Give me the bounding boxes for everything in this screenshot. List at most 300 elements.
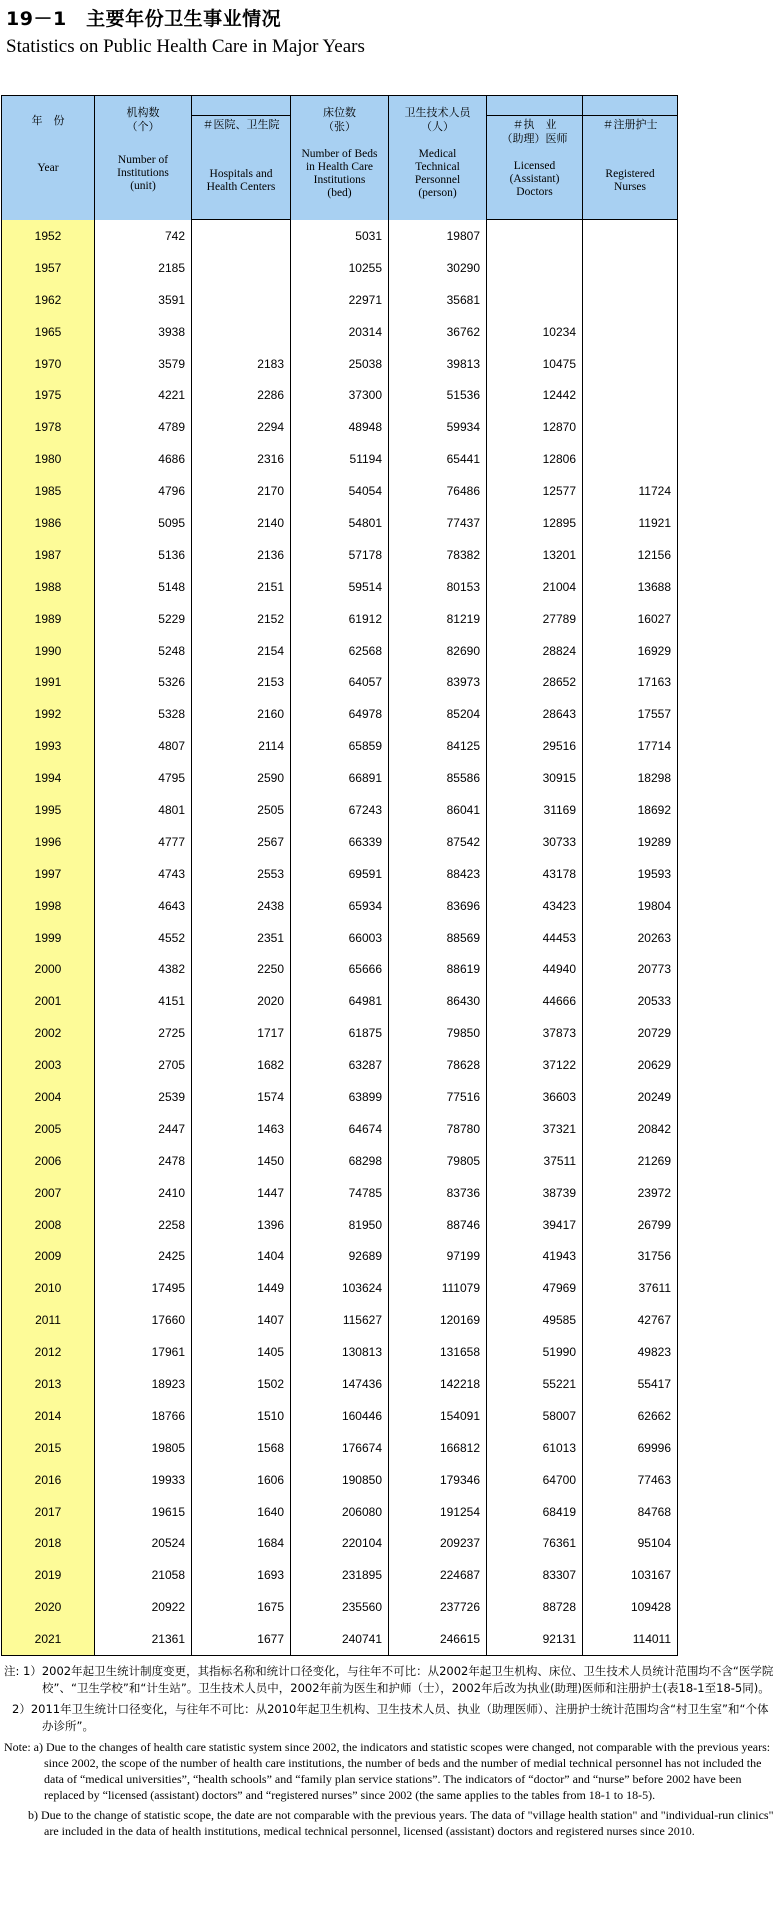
table-row [2,1209,678,1241]
institutions-cell: 2258 [95,1209,192,1241]
beds-cell: 37300 [291,379,389,411]
header-doctors [487,116,583,220]
institutions-cell: 18923 [95,1368,192,1400]
personnel-cell: 166812 [389,1432,487,1464]
year-cell: 1995 [2,794,95,826]
nurses-cell: 18692 [583,794,678,826]
personnel-cell: 76486 [389,475,487,507]
year-cell: 2011 [2,1304,95,1336]
institutions-cell: 4221 [95,379,192,411]
doctors-cell: 28643 [487,698,583,730]
year-cell: 2008 [2,1209,95,1241]
personnel-cell: 78780 [389,1113,487,1145]
table-row [2,1496,678,1528]
nurses-cell: 21269 [583,1145,678,1177]
year-cell: 1962 [2,284,95,316]
year-cell: 2016 [2,1464,95,1496]
hospitals-cell: 1568 [192,1432,291,1464]
institutions-cell: 19805 [95,1432,192,1464]
institutions-cell: 17495 [95,1272,192,1304]
header-personnel-cn: 卫生技术人员 （人） [404,106,471,133]
header-nurses-en: Registered Nurses [605,168,655,193]
nurses-cell: 19593 [583,858,678,890]
personnel-cell: 83973 [389,666,487,698]
table-row [2,794,678,826]
institutions-cell: 4643 [95,890,192,922]
nurses-cell: 20629 [583,1049,678,1081]
table-row [2,953,678,985]
nurses-cell: 42767 [583,1304,678,1336]
year-cell: 1957 [2,252,95,284]
beds-cell: 66003 [291,922,389,954]
institutions-cell: 21058 [95,1559,192,1591]
table-row [2,220,678,252]
table-row [2,1591,678,1623]
nurses-cell: 11724 [583,475,678,507]
doctors-cell: 61013 [487,1432,583,1464]
beds-cell: 231895 [291,1559,389,1591]
year-cell: 2021 [2,1623,95,1655]
doctors-cell: 44666 [487,985,583,1017]
note-en-b: b) Due to the change of statistic scope, the date are not comparable with the previous years. The data of "village health station" and "individual-run clinics" are included in the data of health institutions, medical technical personnel, licensed (assistant) doctors and registered nurses since 2010. [28,1808,774,1838]
table-row [2,922,678,954]
nurses-cell: 84768 [583,1496,678,1528]
hospitals-cell: 1574 [192,1081,291,1113]
doctors-cell: 76361 [487,1528,583,1560]
personnel-cell: 85586 [389,762,487,794]
hospitals-cell: 1405 [192,1336,291,1368]
year-cell: 2005 [2,1113,95,1145]
nurses-cell: 55417 [583,1368,678,1400]
beds-cell: 22971 [291,284,389,316]
doctors-cell: 83307 [487,1559,583,1591]
doctors-cell: 27789 [487,603,583,635]
doctors-cell: 88728 [487,1591,583,1623]
hospitals-cell: 2152 [192,603,291,635]
institutions-cell: 4795 [95,762,192,794]
nurses-cell: 20533 [583,985,678,1017]
header-institutions-cn: 机构数 （个） [126,106,160,133]
header-nurses-cn: ＃注册护士 [602,118,658,131]
nurses-cell: 11921 [583,507,678,539]
institutions-cell: 4743 [95,858,192,890]
beds-cell: 61912 [291,603,389,635]
nurses-cell: 12156 [583,539,678,571]
year-cell: 2012 [2,1336,95,1368]
hospitals-cell: 1463 [192,1113,291,1145]
doctors-cell: 28652 [487,666,583,698]
hospitals-cell [192,252,291,284]
institutions-cell: 20524 [95,1528,192,1560]
doctors-cell: 21004 [487,571,583,603]
hospitals-cell: 2351 [192,922,291,954]
nurses-cell: 17163 [583,666,678,698]
beds-cell: 25038 [291,348,389,380]
table-body [2,220,678,1656]
table-row [2,539,678,571]
personnel-cell: 246615 [389,1623,487,1655]
header-nurses [583,116,678,220]
hospitals-cell: 2294 [192,411,291,443]
hospitals-cell: 2136 [192,539,291,571]
institutions-cell: 20922 [95,1591,192,1623]
nurses-cell: 19804 [583,890,678,922]
doctors-cell: 49585 [487,1304,583,1336]
personnel-cell: 131658 [389,1336,487,1368]
table-row [2,762,678,794]
institutions-cell: 4807 [95,730,192,762]
header-year [2,96,95,220]
header-nurses-group [583,96,678,116]
doctors-cell: 31169 [487,794,583,826]
year-cell: 2015 [2,1432,95,1464]
year-cell: 1998 [2,890,95,922]
nurses-cell: 103167 [583,1559,678,1591]
table-row [2,1081,678,1113]
year-cell: 2013 [2,1368,95,1400]
nurses-cell [583,348,678,380]
table-row [2,1336,678,1368]
personnel-cell: 209237 [389,1528,487,1560]
personnel-cell: 36762 [389,316,487,348]
nurses-cell [583,220,678,252]
beds-cell: 48948 [291,411,389,443]
table-row [2,571,678,603]
doctors-cell: 37511 [487,1145,583,1177]
hospitals-cell: 2154 [192,635,291,667]
header-beds-en: Number of Beds in Health Care Institutions (bed) [301,148,378,199]
doctors-cell: 55221 [487,1368,583,1400]
personnel-cell: 154091 [389,1400,487,1432]
beds-cell: 235560 [291,1591,389,1623]
institutions-cell: 4552 [95,922,192,954]
beds-cell: 69591 [291,858,389,890]
institutions-cell: 19615 [95,1496,192,1528]
table-row [2,635,678,667]
nurses-cell: 20729 [583,1017,678,1049]
hospitals-cell: 1404 [192,1241,291,1273]
nurses-cell [583,411,678,443]
beds-cell: 65859 [291,730,389,762]
institutions-cell: 742 [95,220,192,252]
personnel-cell: 179346 [389,1464,487,1496]
year-cell: 1990 [2,635,95,667]
doctors-cell: 47969 [487,1272,583,1304]
nurses-cell: 37611 [583,1272,678,1304]
institutions-cell: 3579 [95,348,192,380]
table-row [2,411,678,443]
beds-cell: 64057 [291,666,389,698]
year-cell: 1999 [2,922,95,954]
doctors-cell: 30733 [487,826,583,858]
table-row [2,316,678,348]
table-row [2,698,678,730]
personnel-cell: 191254 [389,1496,487,1528]
institutions-cell: 21361 [95,1623,192,1655]
institutions-cell: 5326 [95,666,192,698]
table-row [2,1272,678,1304]
year-cell: 1994 [2,762,95,794]
header-year-cn: 年 份 [31,114,65,127]
personnel-cell: 111079 [389,1272,487,1304]
institutions-cell: 5248 [95,635,192,667]
note-en-a: Note: a) Due to the changes of health care statistic system since 2002, the indicators and statistic scopes were changed, not comparable with the previous years: since 2002, the scope of the number of health care institutions, the number of beds and the number of medial technical personnel has not included the data of “medical universities”, “health schools” and “family plan service stations”. The indicators of “doctor” and “nurse” before 2002 have been replaced by “licensed (assistant) doctors” and “registered nurses” since 2002 (the same applies to the tables from 18-1 to 18-5). [4,1740,771,1802]
hospitals-cell: 1502 [192,1368,291,1400]
beds-cell: 74785 [291,1177,389,1209]
header-year-en: Year [37,162,59,174]
personnel-cell: 84125 [389,730,487,762]
hospitals-cell: 2140 [192,507,291,539]
doctors-cell: 36603 [487,1081,583,1113]
table-row [2,507,678,539]
nurses-cell: 31756 [583,1241,678,1273]
beds-cell: 81950 [291,1209,389,1241]
beds-cell: 61875 [291,1017,389,1049]
year-cell: 1952 [2,220,95,252]
header-hospitals [192,116,291,220]
beds-cell: 51194 [291,443,389,475]
personnel-cell: 79805 [389,1145,487,1177]
doctors-cell: 28824 [487,635,583,667]
institutions-cell: 2539 [95,1081,192,1113]
nurses-cell: 13688 [583,571,678,603]
table-row [2,1113,678,1145]
header-hospitals-cn: ＃医院、卫生院 [202,118,280,131]
personnel-cell: 51536 [389,379,487,411]
institutions-cell: 4777 [95,826,192,858]
doctors-cell: 12442 [487,379,583,411]
table-row [2,348,678,380]
personnel-cell: 83736 [389,1177,487,1209]
hospitals-cell: 2567 [192,826,291,858]
hospitals-cell: 2114 [192,730,291,762]
table-row [2,1464,678,1496]
hospitals-cell: 1693 [192,1559,291,1591]
year-cell: 1989 [2,603,95,635]
table-row [2,1559,678,1591]
table-row [2,1400,678,1432]
institutions-cell: 3938 [95,316,192,348]
institutions-cell: 2410 [95,1177,192,1209]
institutions-cell: 19933 [95,1464,192,1496]
hospitals-cell: 1447 [192,1177,291,1209]
doctors-cell: 44940 [487,953,583,985]
institutions-cell: 4801 [95,794,192,826]
beds-cell: 10255 [291,252,389,284]
doctors-cell: 37122 [487,1049,583,1081]
nurses-cell: 69996 [583,1432,678,1464]
hospitals-cell: 2505 [192,794,291,826]
year-cell: 1988 [2,571,95,603]
table-row [2,890,678,922]
table-row [2,284,678,316]
hospitals-cell [192,220,291,252]
table-title-cn: 19－1 主要年份卫生事业情况 [6,8,282,30]
beds-cell: 5031 [291,220,389,252]
table-row [2,475,678,507]
hospitals-cell: 2438 [192,890,291,922]
personnel-cell: 79850 [389,1017,487,1049]
doctors-cell: 10475 [487,348,583,380]
personnel-cell: 82690 [389,635,487,667]
nurses-cell: 114011 [583,1623,678,1655]
table-row [2,1368,678,1400]
personnel-cell: 65441 [389,443,487,475]
footnotes [4,1663,774,1839]
institutions-cell: 5148 [95,571,192,603]
beds-cell: 64981 [291,985,389,1017]
hospitals-cell: 1606 [192,1464,291,1496]
header-doctors-group [487,96,583,116]
institutions-cell: 4789 [95,411,192,443]
institutions-cell: 2705 [95,1049,192,1081]
doctors-cell: 13201 [487,539,583,571]
beds-cell: 63899 [291,1081,389,1113]
beds-cell: 176674 [291,1432,389,1464]
table-row [2,443,678,475]
institutions-cell: 2725 [95,1017,192,1049]
nurses-cell [583,379,678,411]
year-cell: 1993 [2,730,95,762]
doctors-cell: 12870 [487,411,583,443]
table-row [2,730,678,762]
year-cell: 2007 [2,1177,95,1209]
personnel-cell: 86041 [389,794,487,826]
personnel-cell: 88569 [389,922,487,954]
year-cell: 1965 [2,316,95,348]
hospitals-cell: 1640 [192,1496,291,1528]
personnel-cell: 30290 [389,252,487,284]
hospitals-cell: 2316 [192,443,291,475]
personnel-cell: 77516 [389,1081,487,1113]
header-doctors-cn: ＃执 业 （助理）医师 [501,118,568,145]
beds-cell: 62568 [291,635,389,667]
note-cn-2: 2）2011年卫生统计口径变化，与往年不可比：从2010年起卫生机构、卫生技术人员、执业（助理医师）、注册护士统计范围均含“村卫生室”和“个体办诊所”。 [12,1702,769,1733]
nurses-cell: 77463 [583,1464,678,1496]
institutions-cell: 4686 [95,443,192,475]
table-row [2,1528,678,1560]
institutions-cell: 17660 [95,1304,192,1336]
doctors-cell: 64700 [487,1464,583,1496]
nurses-cell: 16929 [583,635,678,667]
doctors-cell: 12577 [487,475,583,507]
header-beds-cn: 床位数 （张） [323,106,356,133]
hospitals-cell: 1450 [192,1145,291,1177]
institutions-cell: 5095 [95,507,192,539]
year-cell: 1978 [2,411,95,443]
personnel-cell: 97199 [389,1241,487,1273]
personnel-cell: 59934 [389,411,487,443]
health-statistics-table [1,95,678,1656]
year-cell: 1986 [2,507,95,539]
beds-cell: 220104 [291,1528,389,1560]
year-cell: 1996 [2,826,95,858]
doctors-cell: 41943 [487,1241,583,1273]
table-row [2,252,678,284]
beds-cell: 63287 [291,1049,389,1081]
doctors-cell: 44453 [487,922,583,954]
beds-cell: 103624 [291,1272,389,1304]
doctors-cell: 92131 [487,1623,583,1655]
doctors-cell: 37321 [487,1113,583,1145]
beds-cell: 92689 [291,1241,389,1273]
institutions-cell: 2185 [95,252,192,284]
beds-cell: 115627 [291,1304,389,1336]
hospitals-cell: 1675 [192,1591,291,1623]
hospitals-cell: 2183 [192,348,291,380]
doctors-cell [487,252,583,284]
institutions-cell: 18766 [95,1400,192,1432]
beds-cell: 54054 [291,475,389,507]
beds-cell: 68298 [291,1145,389,1177]
header-hospitals-en: Hospitals and Health Centers [206,168,276,193]
doctors-cell: 58007 [487,1400,583,1432]
table-row [2,1304,678,1336]
header-institutions-en: Number of Institutions (unit) [117,154,169,192]
header-hospitals-group [192,96,291,116]
beds-cell: 57178 [291,539,389,571]
table-row [2,603,678,635]
year-cell: 1975 [2,379,95,411]
doctors-cell: 37873 [487,1017,583,1049]
doctors-cell: 68419 [487,1496,583,1528]
personnel-cell: 85204 [389,698,487,730]
doctors-cell: 30915 [487,762,583,794]
nurses-cell: 109428 [583,1591,678,1623]
institutions-cell: 2425 [95,1241,192,1273]
beds-cell: 64674 [291,1113,389,1145]
nurses-cell: 20842 [583,1113,678,1145]
beds-cell: 160446 [291,1400,389,1432]
institutions-cell: 4796 [95,475,192,507]
hospitals-cell: 1407 [192,1304,291,1336]
doctors-cell: 43178 [487,858,583,890]
year-cell: 2000 [2,953,95,985]
year-cell: 2010 [2,1272,95,1304]
personnel-cell: 88619 [389,953,487,985]
year-cell: 1991 [2,666,95,698]
nurses-cell [583,316,678,348]
table-row [2,1623,678,1655]
hospitals-cell [192,316,291,348]
institutions-cell: 2447 [95,1113,192,1145]
hospitals-cell: 1677 [192,1623,291,1655]
doctors-cell: 29516 [487,730,583,762]
personnel-cell: 237726 [389,1591,487,1623]
hospitals-cell: 2553 [192,858,291,890]
year-cell: 2002 [2,1017,95,1049]
beds-cell: 66339 [291,826,389,858]
table-row [2,1145,678,1177]
institutions-cell: 4151 [95,985,192,1017]
table-row [2,1241,678,1273]
year-cell: 1970 [2,348,95,380]
nurses-cell: 20773 [583,953,678,985]
year-cell: 2019 [2,1559,95,1591]
year-cell: 2006 [2,1145,95,1177]
beds-cell: 59514 [291,571,389,603]
year-cell: 1985 [2,475,95,507]
hospitals-cell: 2250 [192,953,291,985]
doctors-cell: 38739 [487,1177,583,1209]
table-row [2,1177,678,1209]
doctors-cell: 10234 [487,316,583,348]
hospitals-cell: 2160 [192,698,291,730]
year-cell: 2014 [2,1400,95,1432]
table-row [2,1049,678,1081]
beds-cell: 65934 [291,890,389,922]
nurses-cell [583,443,678,475]
